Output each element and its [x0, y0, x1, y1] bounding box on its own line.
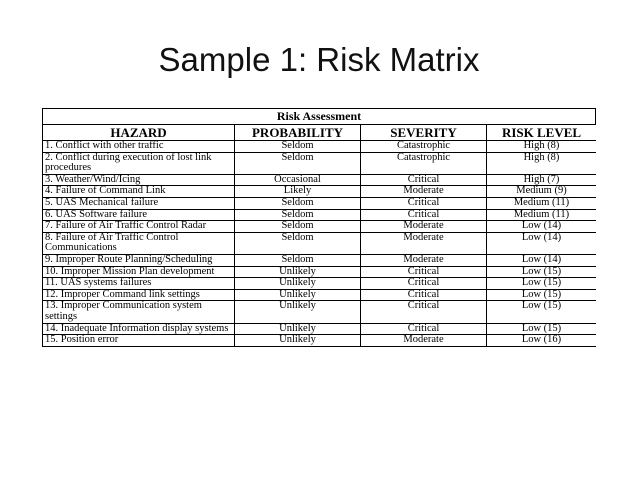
- hazard-cell: 7. Failure of Air Traffic Control Radar: [43, 221, 235, 233]
- probability-cell: Seldom: [235, 141, 361, 153]
- risk-level-cell: Low (15): [487, 323, 597, 335]
- risk-level-cell: Medium (11): [487, 197, 597, 209]
- probability-cell: Unlikely: [235, 289, 361, 301]
- risk-level-cell: High (7): [487, 174, 597, 186]
- table-row: [43, 289, 597, 301]
- severity-cell: Moderate: [361, 232, 487, 254]
- severity-cell: Moderate: [361, 186, 487, 198]
- probability-cell: Seldom: [235, 209, 361, 221]
- hazard-cell: 12. Improper Command link settings: [43, 289, 235, 301]
- severity-cell: Critical: [361, 174, 487, 186]
- hazard-cell: 11. UAS systems failures: [43, 278, 235, 290]
- risk-level-cell: High (8): [487, 141, 597, 153]
- hazard-cell: 2. Conflict during execution of lost link procedures: [43, 152, 235, 174]
- table-row: [43, 266, 597, 278]
- severity-cell: Critical: [361, 266, 487, 278]
- table-caption: Risk Assessment: [42, 108, 596, 124]
- hazard-cell: 8. Failure of Air Traffic Control Communications: [43, 232, 235, 254]
- severity-cell: Critical: [361, 197, 487, 209]
- probability-cell: Seldom: [235, 254, 361, 266]
- probability-cell: Seldom: [235, 232, 361, 254]
- header-row: [43, 125, 597, 141]
- severity-cell: Catastrophic: [361, 141, 487, 153]
- header-probability: PROBABILITY: [235, 125, 361, 141]
- risk-level-cell: Low (16): [487, 335, 597, 347]
- severity-cell: Critical: [361, 209, 487, 221]
- probability-cell: Unlikely: [235, 323, 361, 335]
- table-row: [43, 335, 597, 347]
- risk-level-cell: High (8): [487, 152, 597, 174]
- risk-level-cell: Low (14): [487, 221, 597, 233]
- table-row: [43, 186, 597, 198]
- hazard-cell: 14. Inadequate Information display systems: [43, 323, 235, 335]
- probability-cell: Likely: [235, 186, 361, 198]
- risk-level-cell: Low (15): [487, 301, 597, 323]
- risk-level-cell: Low (15): [487, 289, 597, 301]
- severity-cell: Moderate: [361, 221, 487, 233]
- table-row: [43, 174, 597, 186]
- risk-level-cell: Low (15): [487, 266, 597, 278]
- risk-table: [42, 124, 596, 347]
- hazard-cell: 10. Improper Mission Plan development: [43, 266, 235, 278]
- table-row: [43, 323, 597, 335]
- severity-cell: Moderate: [361, 335, 487, 347]
- hazard-cell: 3. Weather/Wind/Icing: [43, 174, 235, 186]
- table-row: [43, 254, 597, 266]
- probability-cell: Seldom: [235, 197, 361, 209]
- probability-cell: Occasional: [235, 174, 361, 186]
- table-row: [43, 301, 597, 323]
- header-risk-level: RISK LEVEL: [487, 125, 597, 141]
- hazard-cell: 5. UAS Mechanical failure: [43, 197, 235, 209]
- table-row: [43, 278, 597, 290]
- probability-cell: Seldom: [235, 152, 361, 174]
- risk-level-cell: Medium (9): [487, 186, 597, 198]
- risk-level-cell: Low (14): [487, 232, 597, 254]
- probability-cell: Unlikely: [235, 335, 361, 347]
- probability-cell: Unlikely: [235, 266, 361, 278]
- severity-cell: Critical: [361, 289, 487, 301]
- probability-cell: Unlikely: [235, 278, 361, 290]
- table-row: [43, 221, 597, 233]
- slide-title: Sample 1: Risk Matrix: [158, 41, 480, 78]
- hazard-cell: 15. Position error: [43, 335, 235, 347]
- severity-cell: Catastrophic: [361, 152, 487, 174]
- table-row: [43, 197, 597, 209]
- severity-cell: Critical: [361, 301, 487, 323]
- probability-cell: Unlikely: [235, 301, 361, 323]
- table-body: [43, 141, 597, 347]
- risk-level-cell: Medium (11): [487, 209, 597, 221]
- probability-cell: Seldom: [235, 221, 361, 233]
- severity-cell: Critical: [361, 323, 487, 335]
- header-hazard: HAZARD: [43, 125, 235, 141]
- risk-assessment-table: [42, 108, 596, 427]
- hazard-cell: 4. Failure of Command Link: [43, 186, 235, 198]
- table-row: [43, 209, 597, 221]
- table-row: [43, 141, 597, 153]
- risk-level-cell: Low (15): [487, 278, 597, 290]
- hazard-cell: 6. UAS Software failure: [43, 209, 235, 221]
- hazard-cell: 13. Improper Communication system settings: [43, 301, 235, 323]
- severity-cell: Moderate: [361, 254, 487, 266]
- header-severity: SEVERITY: [361, 125, 487, 141]
- severity-cell: Critical: [361, 278, 487, 290]
- table-row: [43, 232, 597, 254]
- risk-level-cell: Low (14): [487, 254, 597, 266]
- table-row: [43, 152, 597, 174]
- hazard-cell: 1. Conflict with other traffic: [43, 141, 235, 153]
- hazard-cell: 9. Improper Route Planning/Scheduling: [43, 254, 235, 266]
